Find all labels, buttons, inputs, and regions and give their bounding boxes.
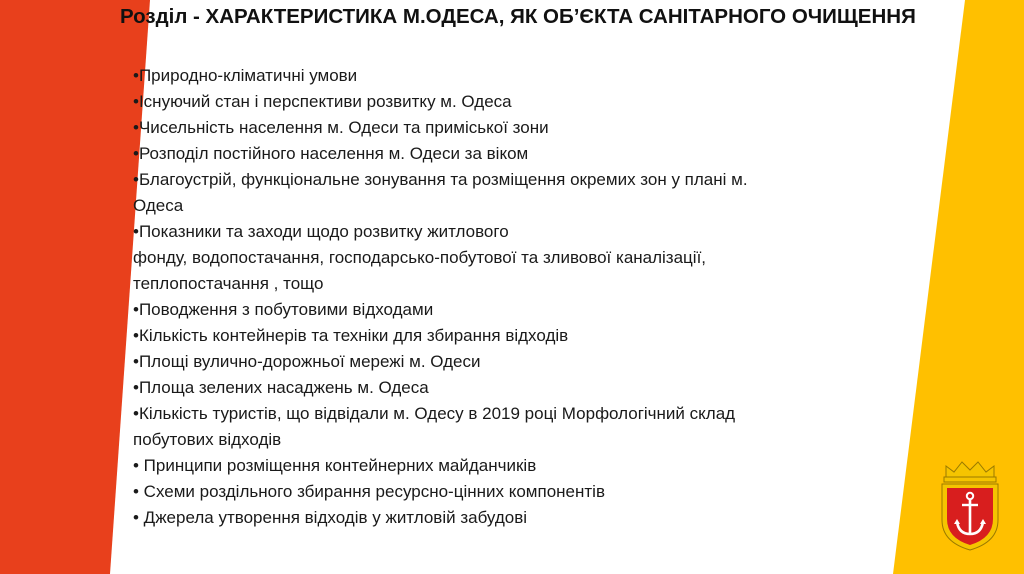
red-band bbox=[0, 0, 150, 574]
list-item-line: •Благоустрій, функціональне зонування та розміщення окремих зон у плані м. bbox=[133, 170, 748, 189]
slide-title: Розділ - ХАРАКТЕРИСТИКА М.ОДЕСА, ЯК ОБ’ЄКТА САНІТАРНОГО ОЧИЩЕННЯ bbox=[120, 5, 916, 28]
list-item-line: •Існуючий стан і перспективи розвитку м. Одеса bbox=[133, 92, 512, 111]
list-item-line: Одеса bbox=[133, 196, 184, 215]
list-item bbox=[133, 375, 893, 401]
list-item-line: побутових відходів bbox=[133, 430, 282, 449]
list-item-line: •Чисельність населення м. Одеси та приміської зони bbox=[133, 118, 549, 137]
list-item bbox=[133, 63, 893, 89]
bullet-list bbox=[133, 63, 893, 531]
list-item bbox=[133, 349, 893, 375]
list-item-line: •Поводження з побутовими відходами bbox=[133, 300, 434, 319]
list-item-line: • Принципи розміщення контейнерних майданчиків bbox=[133, 456, 537, 475]
list-item-line: •Показники та заходи щодо розвитку житлового bbox=[133, 222, 509, 241]
list-item bbox=[133, 167, 893, 219]
list-item-line: •Кількість туристів, що відвідали м. Одесу в 2019 році Морфологічний склад bbox=[133, 404, 736, 423]
list-item bbox=[133, 479, 893, 505]
list-item-line: •Площа зелених насаджень м. Одеса bbox=[133, 378, 429, 397]
list-item bbox=[133, 89, 893, 115]
list-item-line: теплопостачання , тощо bbox=[133, 274, 324, 293]
list-item-line: •Кількість контейнерів та техніки для збирання відходів bbox=[133, 326, 569, 345]
list-item bbox=[133, 297, 893, 323]
list-item-line: •Розподіл постійного населення м. Одеси за віком bbox=[133, 144, 529, 163]
list-item-line: фонду, водопостачання, господарсько-побутової та зливової каналізації, bbox=[133, 248, 707, 267]
list-item-line: •Природно-кліматичні умови bbox=[133, 66, 358, 85]
list-item bbox=[133, 141, 893, 167]
list-item bbox=[133, 115, 893, 141]
odesa-coat-of-arms-icon bbox=[938, 460, 1002, 552]
list-item bbox=[133, 401, 893, 453]
list-item-line: • Схеми роздільного збирання ресурсно-цінних компонентів bbox=[133, 482, 605, 501]
list-item bbox=[133, 323, 893, 349]
list-item bbox=[133, 219, 893, 297]
list-item-line: • Джерела утворення відходів у житловій забудові bbox=[133, 508, 528, 527]
list-item bbox=[133, 505, 893, 531]
list-item-line: •Площі вулично-дорожньої мережі м. Одеси bbox=[133, 352, 481, 371]
list-item bbox=[133, 453, 893, 479]
